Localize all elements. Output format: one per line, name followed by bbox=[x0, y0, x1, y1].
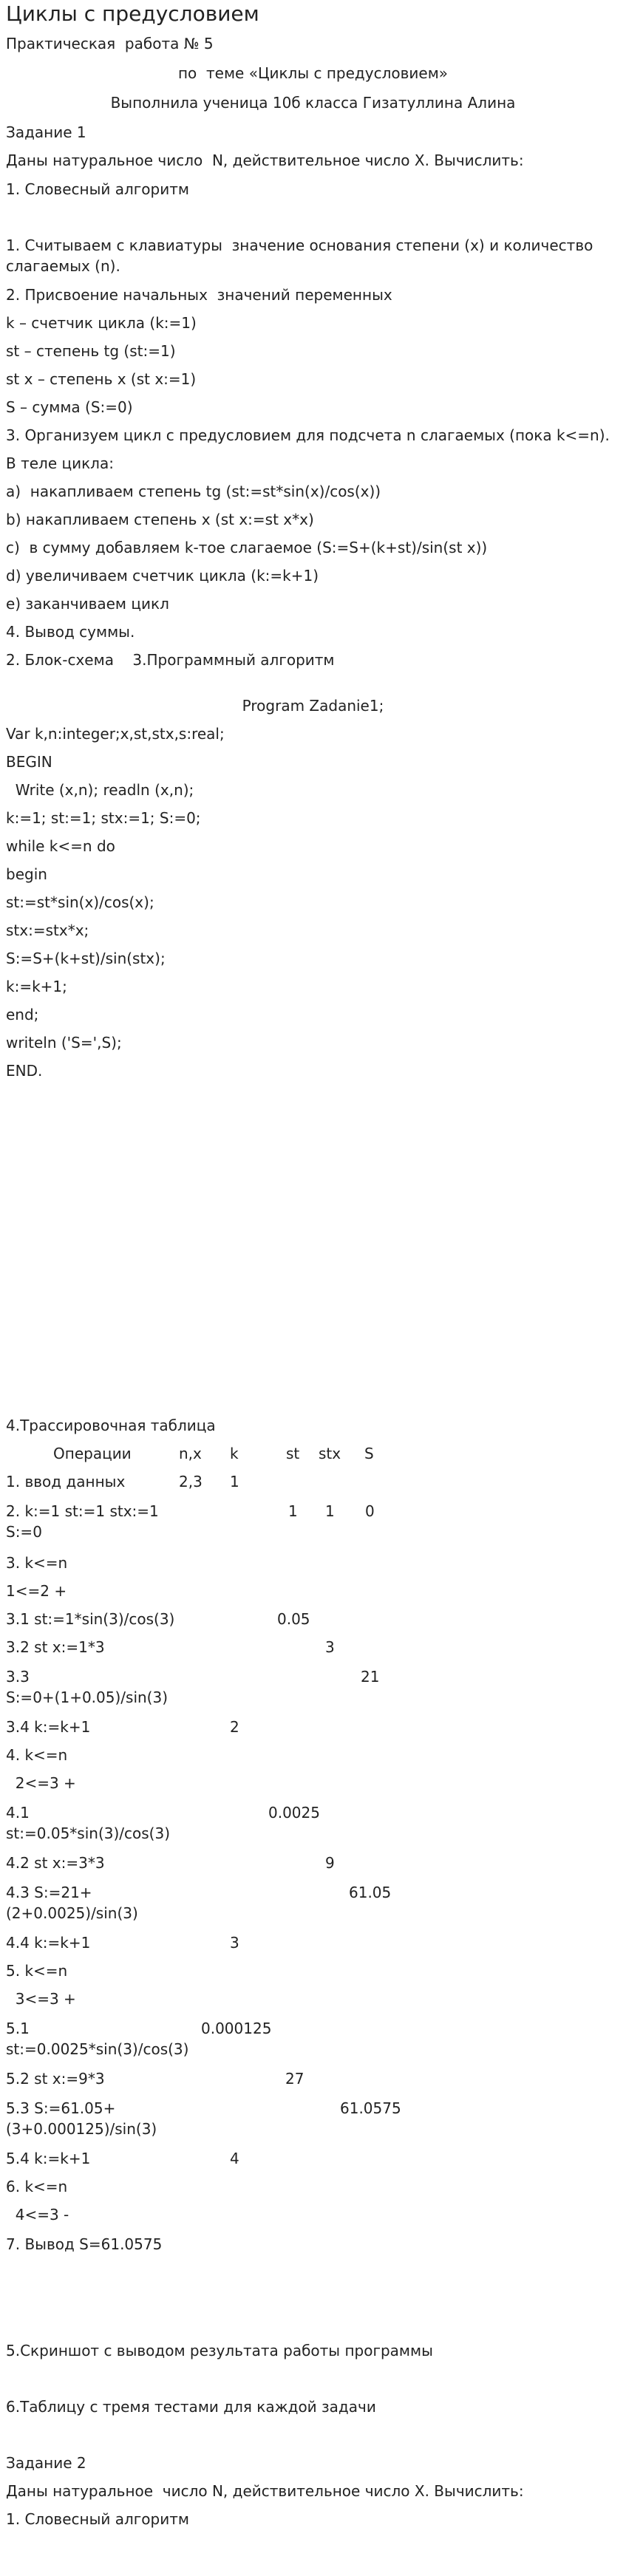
loop-body-step: b) накапливаем степень x (st x:=st x*x) bbox=[6, 511, 314, 528]
trace-op: (3+0.000125)/sin(3) bbox=[6, 2120, 157, 2138]
var-item: st x – степень x (st x:=1) bbox=[6, 370, 197, 388]
trace-op: 6. k<=n bbox=[6, 2178, 68, 2195]
trace-op: 2<=3 + bbox=[6, 1774, 76, 1792]
trace-table-heading: 4.Трассировочная таблица bbox=[6, 1417, 216, 1434]
trace-op: 5.3 S:=61.05+ bbox=[6, 2099, 116, 2117]
task2-verbal-heading: 1. Словесный алгоритм bbox=[6, 2510, 189, 2528]
trace-op: st:=0.05*sin(3)/cos(3) bbox=[6, 1824, 170, 1842]
program-name: Program Zadanie1; bbox=[242, 697, 384, 715]
step-2: 2. Присвоение начальных значений переменных bbox=[6, 286, 392, 304]
trace-op: 4.4 k:=k+1 bbox=[6, 1934, 91, 1952]
document-title: Циклы с предусловием bbox=[6, 1, 259, 26]
step-3: 3. Организуем цикл с предусловием для подсчета n слагаемых (пока k<=n). bbox=[6, 426, 610, 444]
var-item: S – сумма (S:=0) bbox=[6, 398, 133, 416]
trace-op: 4<=3 - bbox=[6, 2206, 69, 2224]
screenshot-heading: 5.Скриншот с выводом результата работы программы bbox=[6, 2342, 433, 2359]
code-line: Write (x,n); readln (x,n); bbox=[6, 781, 194, 799]
code-line: k:=1; st:=1; stx:=1; S:=0; bbox=[6, 809, 201, 827]
trace-op: 2. k:=1 st:=1 stx:=1 bbox=[6, 1502, 159, 1520]
col-header-nx: n,x bbox=[179, 1445, 202, 1462]
col-header-st: st bbox=[286, 1445, 300, 1462]
trace-stx: 27 bbox=[285, 2070, 305, 2088]
code-line: Var k,n:integer;x,st,stx,s:real; bbox=[6, 725, 225, 743]
code-line: st:=st*sin(x)/cos(x); bbox=[6, 893, 154, 911]
step-1-line-1: 1. Считываем с клавиатуры значение основания степени (x) и количество bbox=[6, 236, 593, 254]
trace-op: 7. Вывод S=61.0575 bbox=[6, 2235, 163, 2253]
task2-statement: Даны натуральное число N, действительное число X. Вычислить: bbox=[6, 2482, 524, 2500]
trace-op: 4.2 st x:=3*3 bbox=[6, 1854, 105, 1872]
step-1-line-2: слагаемых (n). bbox=[6, 257, 120, 275]
trace-k: 2 bbox=[230, 1718, 239, 1736]
trace-op: 5.4 k:=k+1 bbox=[6, 2150, 91, 2167]
trace-op: 4.3 S:=21+ bbox=[6, 1884, 92, 1901]
tests-heading: 6.Таблицу с тремя тестами для каждой задачи bbox=[6, 2398, 376, 2416]
trace-op: 3.4 k:=k+1 bbox=[6, 1718, 91, 1736]
trace-op: 4.1 bbox=[6, 1804, 30, 1822]
trace-op: (2+0.0025)/sin(3) bbox=[6, 1904, 138, 1922]
trace-op: st:=0.0025*sin(3)/cos(3) bbox=[6, 2040, 189, 2058]
var-item: k – счетчик цикла (k:=1) bbox=[6, 314, 197, 332]
loop-body-step: e) заканчиваем цикл bbox=[6, 595, 169, 613]
trace-op: 5.1 bbox=[6, 2020, 30, 2037]
var-item: st – степень tg (st:=1) bbox=[6, 342, 176, 360]
code-line: S:=S+(k+st)/sin(stx); bbox=[6, 950, 166, 967]
task1-heading: Задание 1 bbox=[6, 123, 86, 141]
trace-op: 1<=2 + bbox=[6, 1582, 67, 1600]
trace-s: 0 bbox=[365, 1502, 375, 1520]
trace-k: 4 bbox=[230, 2150, 239, 2167]
trace-k: 1 bbox=[230, 1473, 239, 1490]
code-line: begin bbox=[6, 865, 47, 883]
code-line: while k<=n do bbox=[6, 837, 115, 855]
trace-k: 3 bbox=[230, 1934, 239, 1952]
author-line: Выполнила ученица 10б класса Гизатуллина Алина bbox=[110, 94, 516, 112]
trace-op: S:=0+(1+0.05)/sin(3) bbox=[6, 1689, 169, 1706]
task1-statement: Даны натуральное число N, действительное число X. Вычислить: bbox=[6, 151, 524, 169]
verbal-algorithm-heading: 1. Словесный алгоритм bbox=[6, 180, 189, 198]
trace-op: 3.2 st x:=1*3 bbox=[6, 1638, 105, 1656]
trace-s: 21 bbox=[361, 1668, 380, 1686]
trace-stx: 9 bbox=[325, 1854, 335, 1872]
topic-line: по теме «Циклы с предусловием» bbox=[177, 64, 449, 82]
loop-body-step: c) в сумму добавляем k-тое слагаемое (S:=S+(k+st)/sin(st x)) bbox=[6, 539, 488, 556]
loop-body-label: В теле цикла: bbox=[6, 454, 114, 472]
trace-s: 61.05 bbox=[349, 1884, 392, 1901]
trace-op: 1. ввод данных bbox=[6, 1473, 126, 1490]
col-header-s: S bbox=[364, 1445, 374, 1462]
code-line: BEGIN bbox=[6, 753, 52, 771]
trace-stx: 1 bbox=[325, 1502, 335, 1520]
col-header-operations: Операции bbox=[53, 1445, 132, 1462]
trace-op: 3<=3 + bbox=[6, 1990, 76, 2008]
loop-body-step: d) увеличиваем счетчик цикла (k:=k+1) bbox=[6, 567, 319, 585]
trace-stx: 3 bbox=[325, 1638, 335, 1656]
step-4: 4. Вывод суммы. bbox=[6, 623, 135, 641]
trace-st: 0.0025 bbox=[268, 1804, 320, 1822]
trace-op: 4. k<=n bbox=[6, 1746, 68, 1764]
code-line: end; bbox=[6, 1006, 39, 1023]
trace-nx: 2,3 bbox=[179, 1473, 203, 1490]
trace-op: 3.3 bbox=[6, 1668, 30, 1686]
code-line: k:=k+1; bbox=[6, 978, 67, 995]
trace-st: 0.000125 bbox=[201, 2020, 272, 2037]
trace-s: 61.0575 bbox=[340, 2099, 401, 2117]
task2-heading: Задание 2 bbox=[6, 2454, 86, 2472]
trace-op: S:=0 bbox=[6, 1523, 42, 1541]
work-number: Практическая работа № 5 bbox=[6, 35, 214, 52]
code-line: writeln ('S=',S); bbox=[6, 1034, 122, 1052]
code-line: stx:=stx*x; bbox=[6, 921, 89, 939]
trace-op: 5. k<=n bbox=[6, 1962, 68, 1980]
trace-op: 5.2 st x:=9*3 bbox=[6, 2070, 105, 2088]
col-header-stx: stx bbox=[319, 1445, 341, 1462]
trace-op: 3.1 st:=1*sin(3)/cos(3) bbox=[6, 1610, 175, 1628]
col-header-k: k bbox=[230, 1445, 239, 1462]
flowchart-program-heading: 2. Блок-схема 3.Программный алгоритм bbox=[6, 651, 335, 669]
trace-st: 1 bbox=[288, 1502, 298, 1520]
trace-op: 3. k<=n bbox=[6, 1554, 68, 1572]
trace-st: 0.05 bbox=[277, 1610, 310, 1628]
loop-body-step: a) накапливаем степень tg (st:=st*sin(x)/cos(x)) bbox=[6, 483, 381, 500]
code-line: END. bbox=[6, 1062, 43, 1080]
